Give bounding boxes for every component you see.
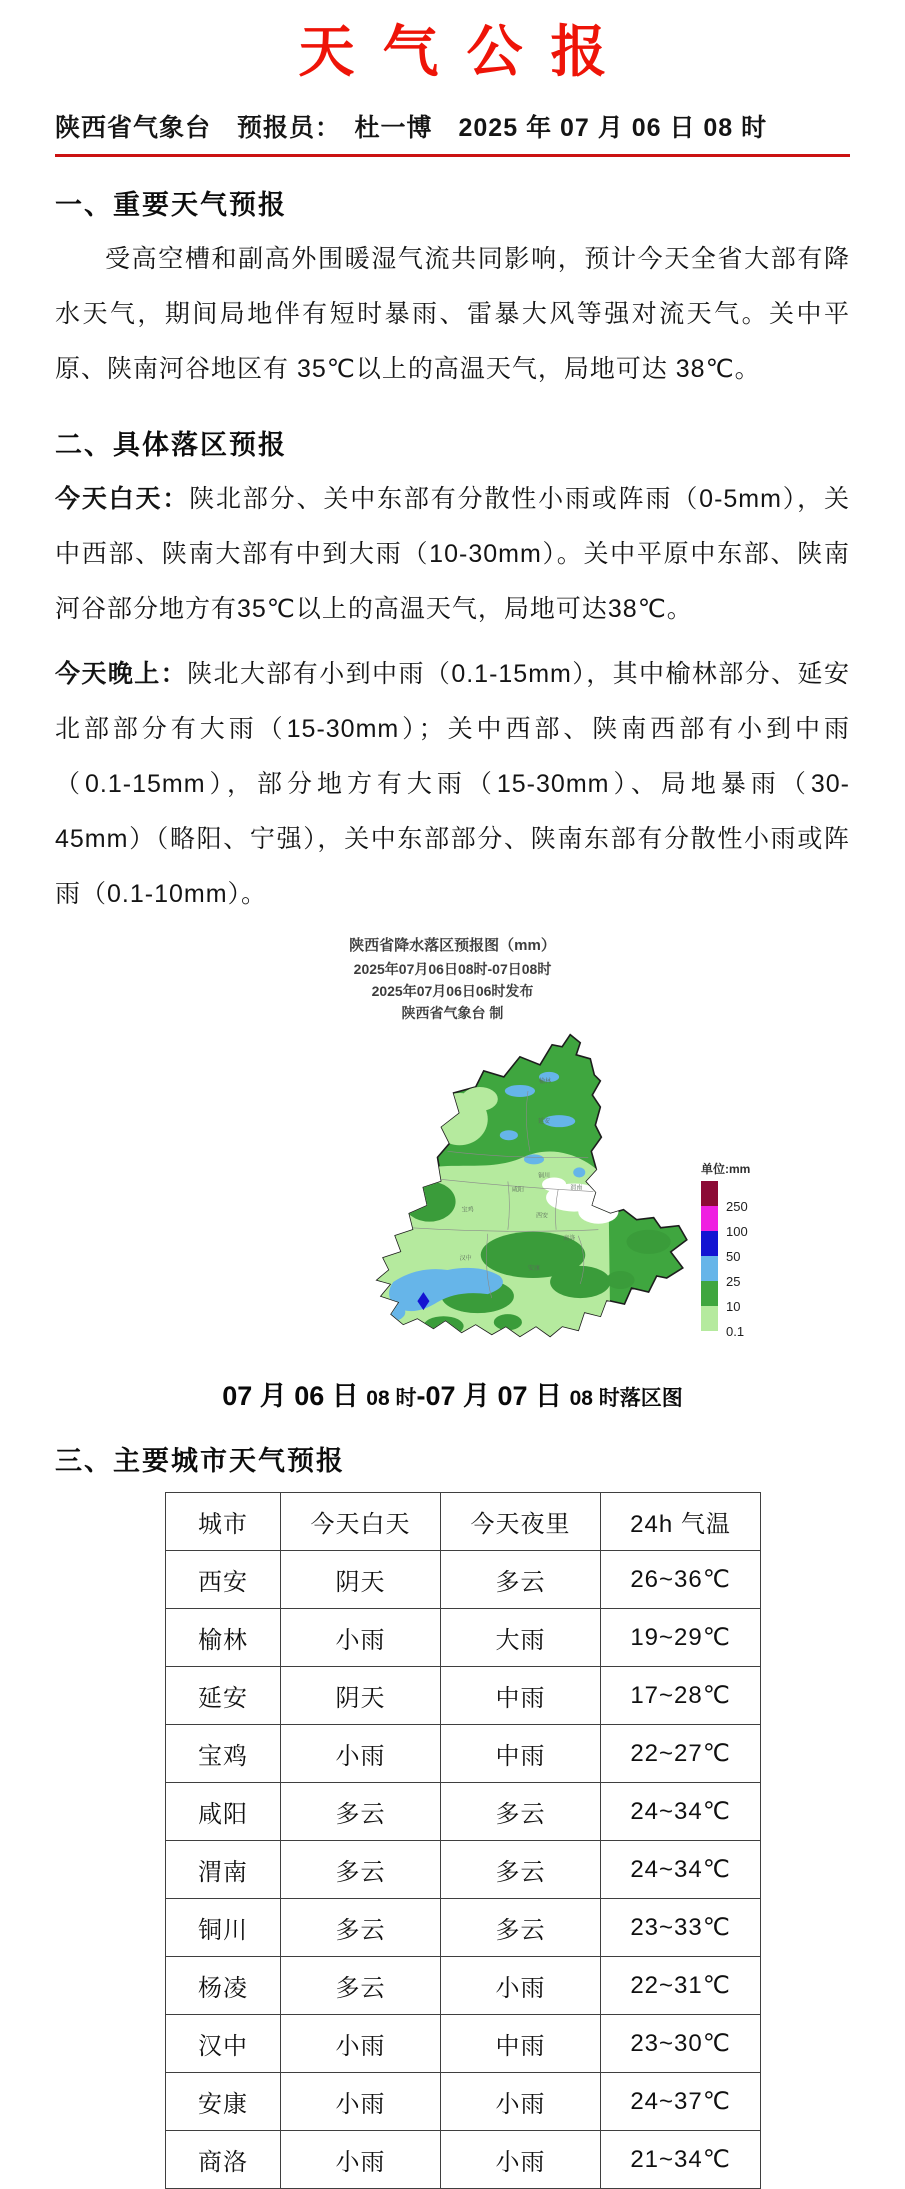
- table-cell: 中雨: [441, 1725, 601, 1783]
- table-cell: 多云: [281, 1783, 441, 1841]
- table-cell: 22~27℃: [601, 1725, 761, 1783]
- section-1-text: 受高空槽和副高外围暖湿气流共同影响，预计今天全省大部有降水天气，期间局地伴有短时暴雨、雷暴大风等强对流天气。关中平原、陕南河谷地区有 35℃以上的高温天气，局地可达 38℃。: [55, 245, 850, 383]
- legend-swatch: [701, 1181, 718, 1206]
- table-cell: 小雨: [441, 1957, 601, 2015]
- map-city-label: 咸阳: [511, 1187, 524, 1194]
- heavy-rain-zone: [500, 1130, 518, 1140]
- table-cell: 小雨: [441, 2073, 601, 2131]
- caption-part: 08 时落区图: [569, 1387, 683, 1410]
- daytime-label: 今天白天：: [55, 485, 190, 513]
- no-rain-zone: [578, 1200, 618, 1224]
- tonight-text: 陕北大部有小到中雨（0.1-15mm），其中榆林部分、延安北部部分有大雨（15-30mm）；关中西部、陕南西部有小到中雨（0.1-15mm），部分地方有大雨（15-30mm）、局地暴雨（30-45mm）（略阳、宁强），关中东部部分、陕南东部有分散性小雨或阵雨（0.1-10mm）。: [55, 660, 850, 908]
- heavy-rain-zone: [573, 1167, 585, 1177]
- table-cell: 26~36℃: [601, 1551, 761, 1609]
- map-city-label: 榆林: [539, 1078, 552, 1085]
- table-cell: 多云: [281, 1957, 441, 2015]
- table-cell: 24~34℃: [601, 1783, 761, 1841]
- legend-swatch: [701, 1206, 718, 1231]
- table-cell: 多云: [281, 1841, 441, 1899]
- city-table-body: [166, 1551, 761, 2189]
- table-cell: 多云: [441, 1841, 601, 1899]
- moderate-rain-zone: [606, 1271, 634, 1289]
- table-cell: 商洛: [166, 2131, 281, 2189]
- caption-part: 07 月 06 日: [222, 1381, 367, 1411]
- table-cell: 榆林: [166, 1609, 281, 1667]
- tonight-label: 今天晚上：: [55, 660, 188, 688]
- table-header-cell: 24h 气温: [601, 1493, 761, 1551]
- table-cell: 汉中: [166, 2015, 281, 2073]
- table-cell: 21~34℃: [601, 2131, 761, 2189]
- table-cell: 铜川: [166, 1899, 281, 1957]
- legend-label: 10: [726, 1299, 741, 1314]
- table-cell: 中雨: [441, 2015, 601, 2073]
- caption-part: 08 时: [366, 1387, 417, 1410]
- legend-label: 25: [726, 1274, 741, 1289]
- moderate-rain-zone: [550, 1266, 610, 1298]
- legend-segment: [701, 1231, 831, 1264]
- heavy-rain-zone: [524, 1154, 544, 1164]
- tonight-forecast-paragraph: [55, 647, 850, 922]
- table-cell: 23~33℃: [601, 1899, 761, 1957]
- city-weather-table: [165, 1492, 761, 2189]
- table-header-cell: 城市: [166, 1493, 281, 1551]
- table-row: [166, 1667, 761, 1725]
- table-cell: 24~34℃: [601, 1841, 761, 1899]
- precip-map-figure: [55, 934, 850, 1413]
- legend-bar: [701, 1181, 831, 1339]
- table-cell: 小雨: [281, 1609, 441, 1667]
- table-cell: 19~29℃: [601, 1609, 761, 1667]
- map-valid-period: 2025年07月06日08时-07日08时: [353, 961, 552, 977]
- legend-swatch: [701, 1306, 718, 1331]
- page-title: 天气公报: [298, 20, 635, 83]
- legend-swatch: [701, 1281, 718, 1306]
- legend-label: 250: [726, 1199, 748, 1214]
- table-cell: 中雨: [441, 1667, 601, 1725]
- table-row: [166, 1551, 761, 1609]
- legend-swatch: [701, 1256, 718, 1281]
- table-header-cell: 今天白天: [281, 1493, 441, 1551]
- legend-segment: [701, 1181, 831, 1214]
- heavy-rain-zone: [377, 1303, 405, 1321]
- map-canvas: [55, 1028, 850, 1358]
- table-row: [166, 1725, 761, 1783]
- map-city-label: 西安: [536, 1213, 549, 1220]
- table-cell: 渭南: [166, 1841, 281, 1899]
- table-cell: 小雨: [281, 2131, 441, 2189]
- map-city-label: 宝鸡: [461, 1207, 474, 1214]
- table-cell: 小雨: [281, 2015, 441, 2073]
- table-cell: 咸阳: [166, 1783, 281, 1841]
- map-city-label: 延安: [538, 1119, 551, 1126]
- table-row: [166, 1783, 761, 1841]
- table-cell: 小雨: [281, 1725, 441, 1783]
- table-header-cell: 今天夜里: [441, 1493, 601, 1551]
- table-cell: 安康: [166, 2073, 281, 2131]
- legend-title: 单位:mm: [701, 1162, 751, 1176]
- legend-label: 100: [726, 1224, 748, 1239]
- daytime-forecast-paragraph: [55, 472, 850, 637]
- map-city-label: 商洛: [563, 1235, 576, 1242]
- map-city-label: 汉中: [459, 1255, 472, 1262]
- table-cell: 大雨: [441, 1609, 601, 1667]
- table-row: [166, 1609, 761, 1667]
- table-cell: 多云: [441, 1783, 601, 1841]
- table-row: [166, 2131, 761, 2189]
- table-row: [166, 2073, 761, 2131]
- legend-segment: [701, 1206, 831, 1239]
- map-city-label: 渭南: [570, 1185, 583, 1192]
- daytime-text: 陕北部分、关中东部有分散性小雨或阵雨（0-5mm），关中西部、陕南大部有中到大雨（10-30mm）。关中平原中东部、陕南河谷部分地方有35℃以上的高温天气，局地可达38℃。: [55, 485, 850, 623]
- table-cell: 多云: [441, 1551, 601, 1609]
- map-issue-time: 2025年07月06日06时发布: [371, 983, 534, 999]
- legend-label: 0.1: [726, 1324, 745, 1339]
- legend-segment: [701, 1281, 831, 1314]
- table-cell: 22~31℃: [601, 1957, 761, 2015]
- map-titles: [55, 934, 850, 1024]
- table-row: [166, 1957, 761, 2015]
- caption-part: -07 月 07 日: [416, 1381, 570, 1411]
- table-cell: 多云: [281, 1899, 441, 1957]
- legend-label: 50: [726, 1249, 741, 1264]
- table-cell: 24~37℃: [601, 2073, 761, 2131]
- table-cell: 17~28℃: [601, 1667, 761, 1725]
- section-3-heading: 三、主要城市天气预报: [55, 1446, 345, 1476]
- map-caption: [55, 1374, 850, 1413]
- table-cell: 西安: [166, 1551, 281, 1609]
- table-cell: 小雨: [281, 2073, 441, 2131]
- section-2-heading: 二、具体落区预报: [55, 430, 287, 460]
- table-cell: 延安: [166, 1667, 281, 1725]
- table-cell: 23~30℃: [601, 2015, 761, 2073]
- heavy-rain-zone: [505, 1085, 535, 1097]
- legend-swatch: [701, 1231, 718, 1256]
- table-cell: 阴天: [281, 1667, 441, 1725]
- section-1-paragraph: [55, 232, 850, 397]
- moderate-rain-zone: [627, 1230, 671, 1254]
- table-cell: 杨凌: [166, 1957, 281, 2015]
- table-cell: 宝鸡: [166, 1725, 281, 1783]
- table-cell: 小雨: [441, 2131, 601, 2189]
- map-legend: [701, 1160, 831, 1339]
- table-row: [166, 2015, 761, 2073]
- map-city-label: 铜川: [538, 1173, 551, 1180]
- table-cell: 多云: [441, 1899, 601, 1957]
- legend-segment: [701, 1306, 831, 1339]
- table-cell: 阴天: [281, 1551, 441, 1609]
- table-row: [166, 1899, 761, 1957]
- shaanxi-map-svg: [347, 1028, 719, 1346]
- section-1-heading: 一、重要天气预报: [55, 190, 287, 220]
- map-producer: 陕西省气象台 制: [401, 1005, 504, 1021]
- table-header-row: [166, 1493, 761, 1551]
- moderate-rain-zone: [403, 1181, 455, 1221]
- map-city-label: 安康: [527, 1265, 541, 1272]
- light-rain-zone: [462, 1087, 498, 1111]
- table-row: [166, 1841, 761, 1899]
- legend-segment: [701, 1256, 831, 1289]
- report-meta-line: 陕西省气象台 预报员： 杜一博 2025 年 07 月 06 日 08 时: [55, 108, 850, 157]
- map-title: 陕西省降水落区预报图（mm）: [349, 937, 556, 954]
